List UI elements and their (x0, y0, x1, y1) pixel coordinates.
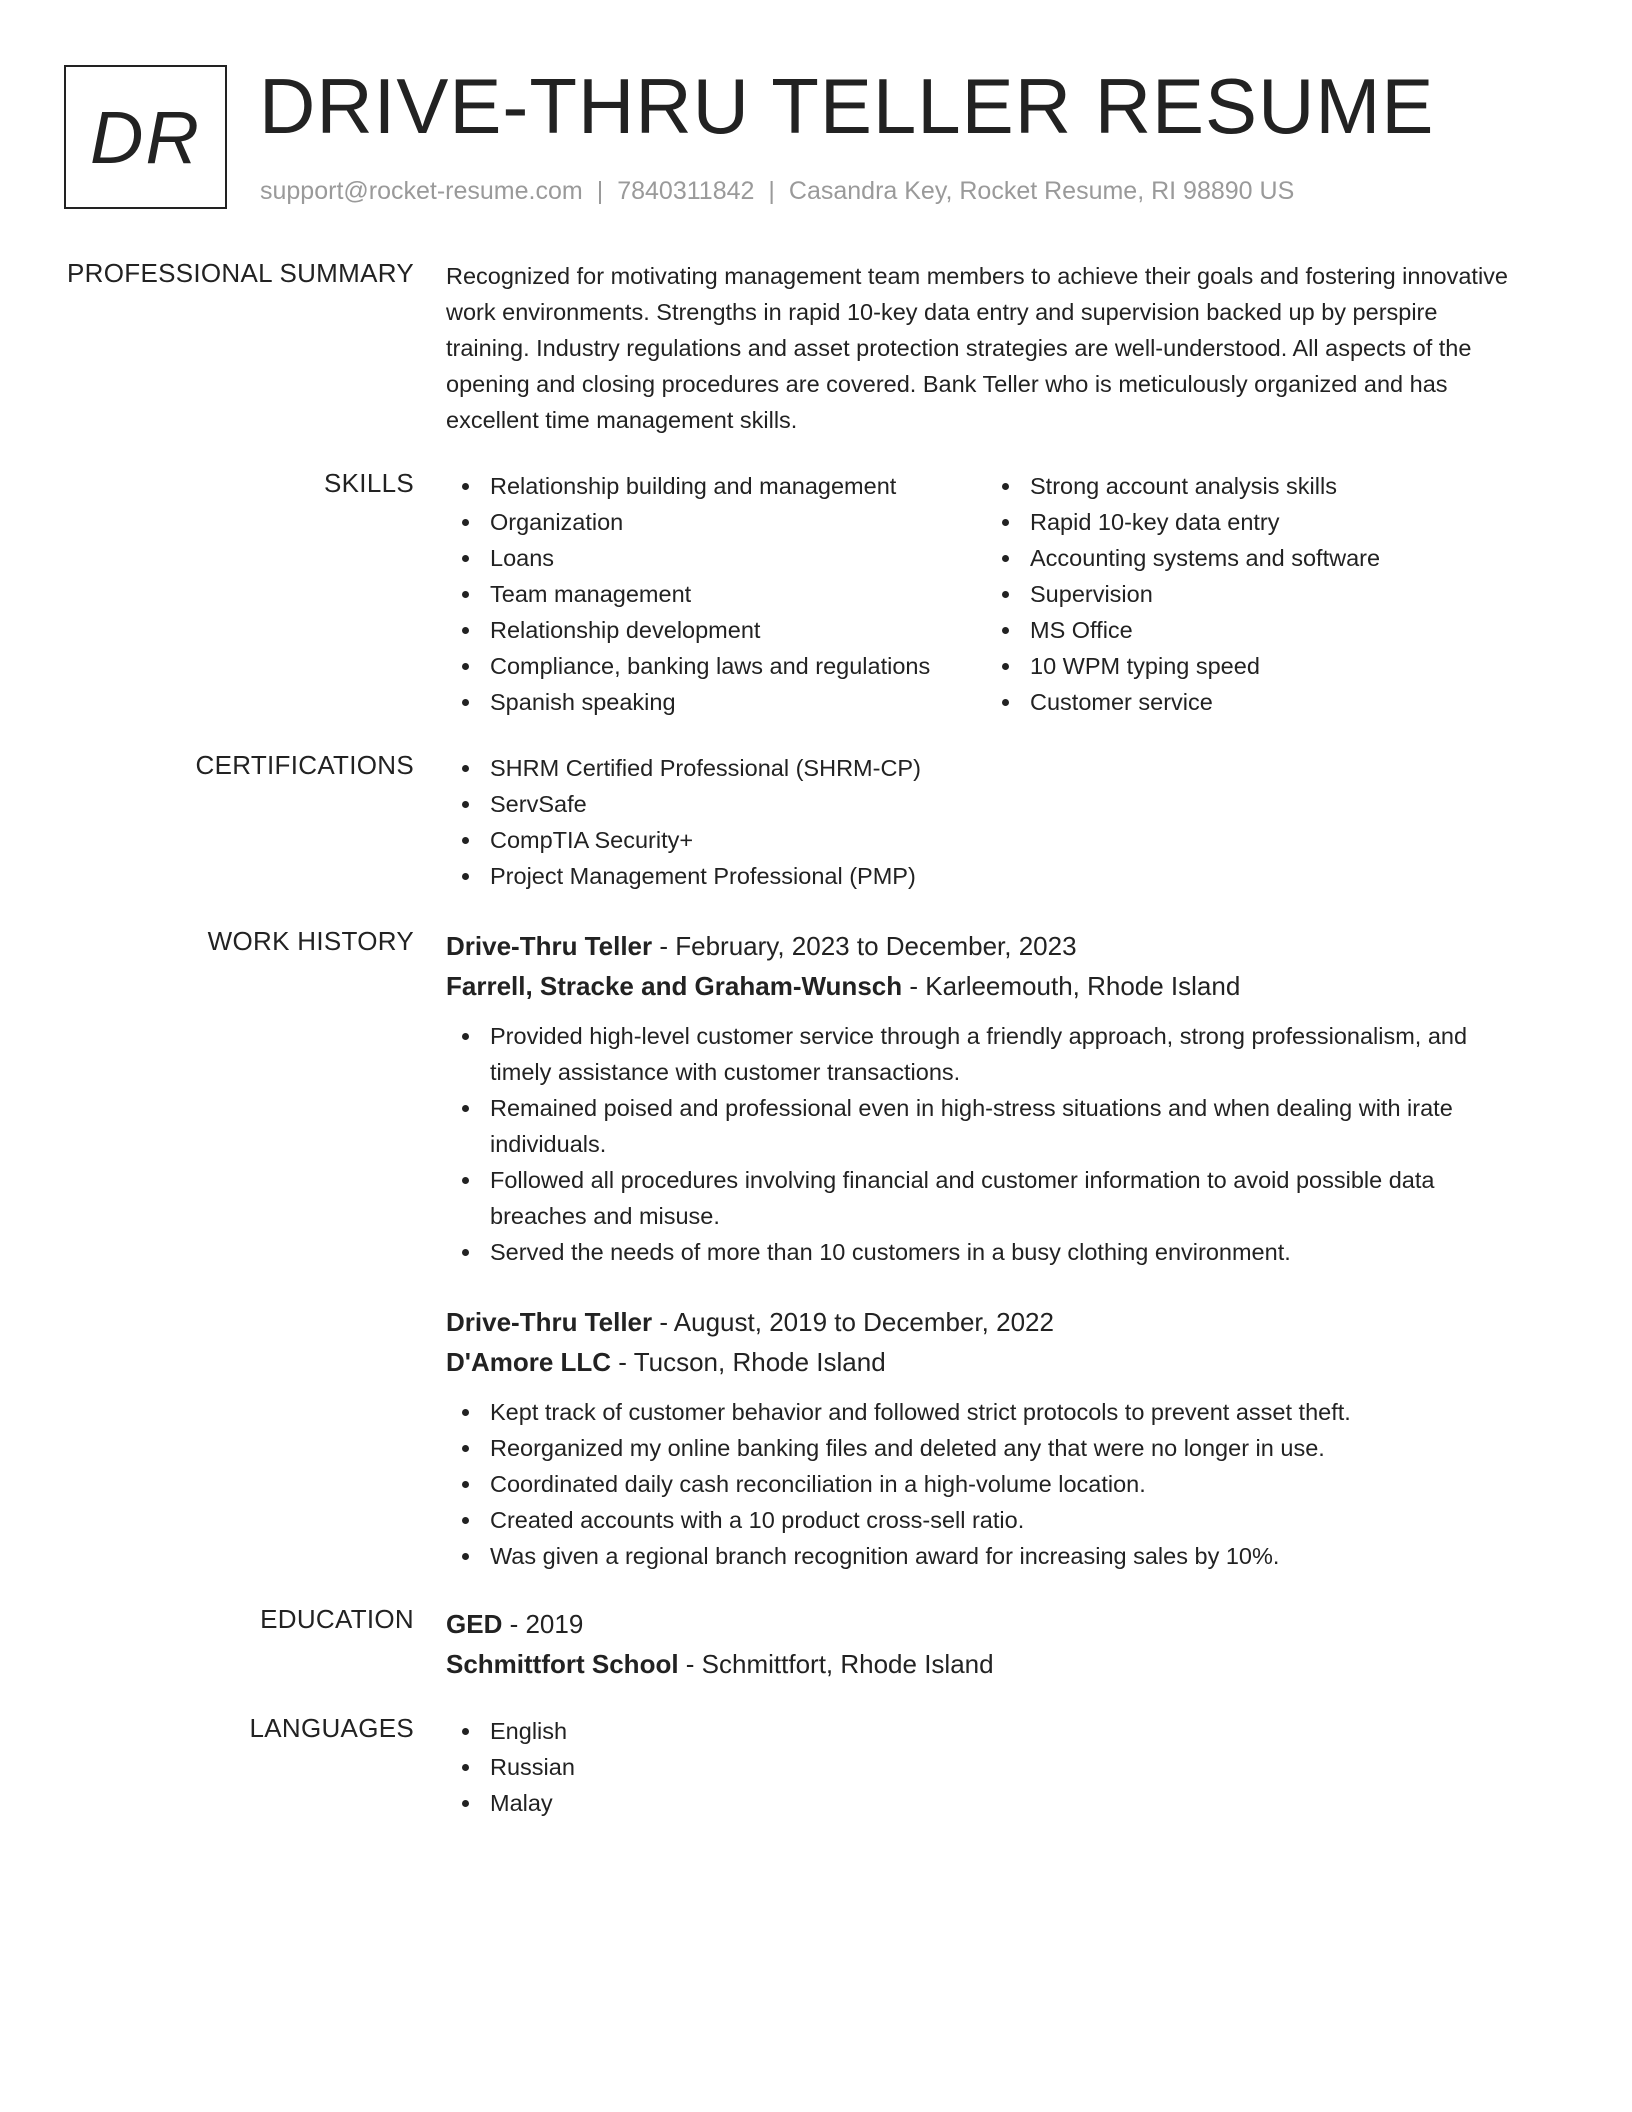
list-item: Organization (446, 504, 986, 540)
section-label-certifications: CERTIFICATIONS (195, 750, 414, 780)
list-item: Coordinated daily cash reconciliation in a high-volume location. (446, 1466, 1526, 1502)
education-location: - Schmittfort, Rhode Island (678, 1649, 994, 1679)
certifications-body (446, 750, 1526, 894)
job-company: D'Amore LLC (446, 1347, 612, 1377)
list-item: Served the needs of more than 10 customers in a busy clothing environment. (446, 1234, 1526, 1270)
contact-phone: 7840311842 (617, 177, 755, 205)
job-duties-list (446, 1018, 1526, 1270)
list-item: Kept track of customer behavior and followed strict protocols to prevent asset theft. (446, 1394, 1526, 1430)
resume-header (64, 62, 1564, 209)
list-item: 10 WPM typing speed (986, 648, 1526, 684)
education-school-line (446, 1644, 1526, 1684)
resume-title: DRIVE-THRU TELLER RESUME (259, 62, 1435, 150)
list-item: Reorganized my online banking files and deleted any that were no longer in use. (446, 1430, 1526, 1466)
monogram-badge: DR (64, 65, 227, 209)
job-location: - Tucson, Rhode Island (611, 1347, 886, 1377)
education-year: - 2019 (502, 1609, 584, 1639)
job-company: Farrell, Stracke and Graham-Wunsch (446, 971, 903, 1001)
list-item: Supervision (986, 576, 1526, 612)
list-item: Malay (446, 1785, 1526, 1821)
list-item: Spanish speaking (446, 684, 986, 720)
contact-line (260, 177, 1294, 206)
list-item: Russian (446, 1749, 1526, 1785)
education-body (446, 1604, 1526, 1684)
job-title-line (446, 1302, 1526, 1342)
list-item: Rapid 10-key data entry (986, 504, 1526, 540)
list-item: Project Management Professional (PMP) (446, 858, 1526, 894)
job-company-line (446, 1342, 1526, 1382)
languages-body (446, 1713, 1526, 1821)
list-item: Team management (446, 576, 986, 612)
list-item: Was given a regional branch recognition award for increasing sales by 10%. (446, 1538, 1526, 1574)
list-item: SHRM Certified Professional (SHRM-CP) (446, 750, 1526, 786)
list-item: CompTIA Security+ (446, 822, 1526, 858)
list-item: MS Office (986, 612, 1526, 648)
list-item: Remained poised and professional even in high-stress situations and when dealing with irate individuals. (446, 1090, 1526, 1162)
list-item: Accounting systems and software (986, 540, 1526, 576)
job-title: Drive-Thru Teller (446, 1307, 653, 1337)
certifications-list (446, 750, 1526, 894)
job-dates: - August, 2019 to December, 2022 (652, 1307, 1054, 1337)
education-degree: GED (446, 1609, 503, 1639)
job-duties-list (446, 1394, 1526, 1574)
list-item: Followed all procedures involving financial and customer information to avoid possible data breaches and misuse. (446, 1162, 1526, 1234)
job-title: Drive-Thru Teller (446, 931, 653, 961)
job-company-line (446, 966, 1526, 1006)
list-item: Customer service (986, 684, 1526, 720)
section-label-work: WORK HISTORY (207, 926, 414, 956)
job-entry (446, 1302, 1526, 1574)
list-item: Provided high-level customer service through a friendly approach, strong professionalism, and timely assistance with customer transactions. (446, 1018, 1526, 1090)
contact-email: support@rocket-resume.com (260, 177, 583, 205)
languages-list (446, 1713, 1526, 1821)
list-item: Relationship building and management (446, 468, 986, 504)
list-item: Relationship development (446, 612, 986, 648)
summary-text: Recognized for motivating management team members to achieve their goals and fostering innovative work environments. Strengths in rapid 10-key data entry and supervision backed up by perspire training. Industry regulations and asset protection strategies are well-understood. All aspects of the opening and closing procedures are covered. Bank Teller who is meticulously organized and has excellent time management skills. (446, 263, 1508, 433)
job-title-line (446, 926, 1526, 966)
list-item: ServSafe (446, 786, 1526, 822)
list-item: Loans (446, 540, 986, 576)
section-label-languages: LANGUAGES (249, 1713, 414, 1743)
section-label-education: EDUCATION (260, 1604, 414, 1634)
job-dates: - February, 2023 to December, 2023 (652, 931, 1077, 961)
education-degree-line (446, 1604, 1526, 1644)
list-item: Created accounts with a 10 product cross-sell ratio. (446, 1502, 1526, 1538)
list-item: Compliance, banking laws and regulations (446, 648, 986, 684)
section-label-summary: PROFESSIONAL SUMMARY (67, 258, 414, 288)
section-label-skills: SKILLS (324, 468, 414, 498)
job-location: - Karleemouth, Rhode Island (902, 971, 1241, 1001)
skills-list-right (986, 468, 1526, 720)
skills-list-left (446, 468, 986, 720)
work-body-2 (446, 1302, 1526, 1574)
contact-address: Casandra Key, Rocket Resume, RI 98890 US (788, 177, 1295, 205)
work-body (446, 926, 1526, 1270)
skills-body (446, 468, 1526, 720)
job-entry (446, 926, 1526, 1270)
list-item: English (446, 1713, 1526, 1749)
education-school: Schmittfort School (446, 1649, 679, 1679)
contact-separator: | (768, 177, 775, 205)
contact-separator: | (596, 177, 604, 205)
list-item: Strong account analysis skills (986, 468, 1526, 504)
